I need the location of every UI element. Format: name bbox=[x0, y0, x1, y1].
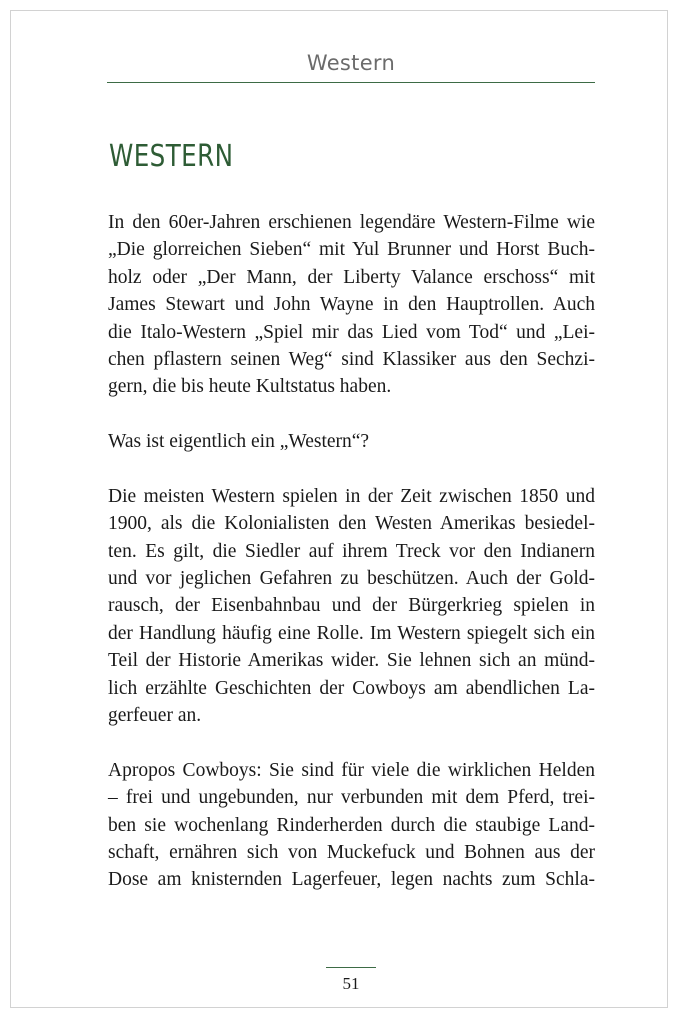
paragraph-gap bbox=[108, 401, 595, 428]
paragraph bbox=[108, 757, 595, 894]
text-line: – frei und ungebunden, nur verbunden mit dem Pferd, trei- bbox=[108, 787, 595, 809]
running-head: Western bbox=[306, 51, 396, 75]
page-number: 51 bbox=[342, 974, 360, 993]
text-line: schaft, ernähren sich von Muckefuck und Bohnen aus der bbox=[108, 841, 595, 863]
footer-rule bbox=[326, 967, 376, 968]
text-line: Die meisten Western spielen in der Zeit zwischen 1850 und bbox=[108, 485, 595, 507]
paragraph-gap bbox=[108, 729, 595, 756]
text-line: „Die glorreichen Sieben“ mit Yul Brunner und Horst Buch- bbox=[108, 239, 595, 261]
text-line: rausch, der Eisenbahnbau und der Bürgerkrieg spielen in bbox=[108, 595, 595, 617]
header-rule bbox=[107, 82, 595, 83]
text-line: gern, die bis heute Kultstatus haben. bbox=[108, 376, 392, 398]
text-line: ten. Es gilt, die Siedler auf ihrem Treck vor den Indianern bbox=[108, 540, 595, 562]
paragraph bbox=[108, 209, 595, 401]
text-line: Dose am knisternden Lagerfeuer, legen nachts zum Schla- bbox=[108, 869, 595, 891]
text-line: Teil der Historie Amerikas wider. Sie lehnen sich an münd- bbox=[108, 650, 595, 672]
text-line: In den 60er-Jahren erschienen legendäre Western-Filme wie bbox=[108, 212, 595, 233]
text-line: chen pflastern seinen Weg“ sind Klassiker aus den Sechzi- bbox=[108, 348, 595, 370]
paragraph-gap bbox=[108, 456, 595, 483]
text-line: und vor jeglichen Gefahren zu beschützen. Auch der Gold- bbox=[108, 568, 595, 590]
book-page bbox=[10, 10, 668, 1008]
paragraph bbox=[108, 428, 595, 455]
text-line: James Stewart und John Wayne in den Hauptrollen. Auch bbox=[108, 294, 595, 316]
text-line: 1900, als die Kolonialisten den Westen Amerikas besiedel- bbox=[108, 513, 595, 535]
text-line: Apropos Cowboys: Sie sind für viele die wirklichen Helden bbox=[108, 759, 595, 781]
chapter-title: WESTERN bbox=[109, 139, 234, 174]
text-line: gerfeuer an. bbox=[108, 705, 202, 727]
text-line: ben sie wochenlang Rinderherden durch die staubige Land- bbox=[108, 814, 595, 836]
body-text bbox=[108, 209, 595, 894]
text-line: holz oder „Der Mann, der Liberty Valance erschoss“ mit bbox=[108, 266, 595, 288]
paragraph bbox=[108, 483, 595, 730]
text-line: Was ist eigentlich ein „Western“? bbox=[108, 431, 370, 453]
text-line: der Handlung häufig eine Rolle. Im Western spiegelt sich ein bbox=[108, 622, 595, 644]
text-line: die Italo-Western „Spiel mir das Lied vom Tod“ und „Lei- bbox=[108, 321, 595, 343]
text-line: lich erzählte Geschichten der Cowboys am abendlichen La- bbox=[108, 677, 595, 699]
